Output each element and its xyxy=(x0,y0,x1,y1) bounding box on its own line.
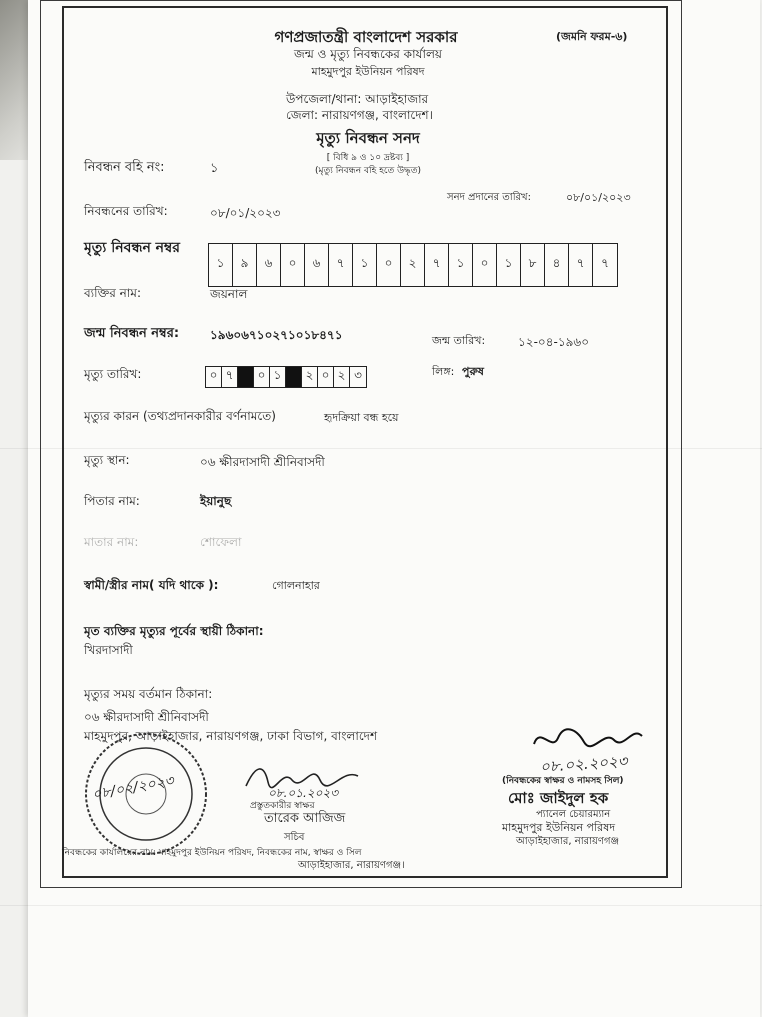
birth-reg-value: ১৯৬০৬৭১০২৭১০১৮৪৭১ xyxy=(210,328,343,342)
preparer-title: সচিব xyxy=(284,832,305,843)
death-place-label: মৃত্যু স্থান: xyxy=(84,453,130,467)
registrar-label: (নিবন্ধকের স্বাক্ষর ও নামসহ সিল) xyxy=(502,776,624,786)
death-reg-label: মৃত্যু নিবন্ধন নম্বর xyxy=(84,240,180,256)
death-reg-digit: ১ xyxy=(497,244,521,286)
death-date-digit: ০ xyxy=(254,367,270,387)
death-date-label: মৃত্যু তারিখ: xyxy=(84,367,142,381)
death-reg-digit: ৭ xyxy=(329,244,353,286)
registrar-title: প্যানেল চেয়ারম্যান xyxy=(536,809,611,820)
registrar-union: মাহমুদপুর ইউনিয়ন পরিষদ xyxy=(502,821,616,834)
death-date-box xyxy=(205,366,367,388)
death-date-digit: ০ xyxy=(206,367,222,387)
book-no-label: নিবন্ধন বহি নং: xyxy=(84,160,165,175)
rule-reference: [ বিধি ৯ ও ১০ দ্রষ্টব্য ] xyxy=(326,153,410,163)
certificate-title: মৃত্যু নিবন্ধন সনদ xyxy=(316,129,420,147)
mother-label: মাতার নাম: xyxy=(84,535,139,549)
preparer-label: প্রস্তুতকারীর স্বাক্ষর xyxy=(250,801,315,811)
death-reg-digit: ১ xyxy=(449,244,473,286)
death-reg-digit: ২ xyxy=(401,244,425,286)
fold-line xyxy=(0,905,762,906)
death-date-digit xyxy=(238,367,254,387)
death-reg-digit: ৭ xyxy=(601,256,609,270)
death-date-digit: ৭ xyxy=(222,367,238,387)
reg-date-value: ০৮/০১/২০২৩ xyxy=(210,206,281,220)
sex-value: পুরুষ xyxy=(462,365,484,378)
death-reg-digit: ০ xyxy=(473,244,497,286)
footer-note: নিবন্ধকের কার্যালয়ের নাম: মাহমুদপুর ইউনিয়ন পরিষদ, নিবন্ধকের নাম, স্বাক্ষর ও সিল xyxy=(62,848,362,858)
registrar-signature-icon xyxy=(528,722,648,758)
death-date-digit: ২ xyxy=(334,367,350,387)
permanent-address-value: খিরদাসাদী xyxy=(84,643,133,657)
mother-value: শোফেলা xyxy=(200,535,242,549)
birth-date-value: ১২-০৪-১৯৬০ xyxy=(518,335,590,349)
registrar-name: মোঃ জাইদুল হক xyxy=(508,789,609,807)
government-title: গণপ্রজাতন্ত্রী বাংলাদেশ সরকার xyxy=(274,28,458,46)
preparer-name: তারেক আজিজ xyxy=(264,811,346,826)
death-date-digit: ১ xyxy=(270,367,286,387)
death-reg-digit: ৭ xyxy=(569,244,593,286)
upazila: উপজেলা/থানা: আড়াইহাজার xyxy=(286,92,429,106)
death-reg-digit: ৬ xyxy=(257,244,281,286)
birth-reg-label: জন্ম নিবন্ধন নম্বর: xyxy=(84,326,180,341)
death-reg-digit: ৭ xyxy=(425,244,449,286)
death-reg-number-box xyxy=(208,243,618,287)
birth-date-label: জন্ম তারিখ: xyxy=(432,334,486,347)
death-reg-digit: ০ xyxy=(377,244,401,286)
death-reg-digit: ১ xyxy=(209,244,233,286)
seal-date: ০৮/০২/২০২৩ xyxy=(91,772,176,804)
father-label: পিতার নাম: xyxy=(84,494,140,508)
sex-label: লিঙ্গ: xyxy=(432,365,455,378)
death-date-digit: ৩ xyxy=(354,368,362,382)
cause-label: মৃত্যুর কারন (তথ্যপ্রদানকারীর বর্ণনামতে) xyxy=(84,409,276,423)
father-value: ইয়ানুছ xyxy=(200,494,232,508)
name-value: জয়নাল xyxy=(210,287,248,301)
death-reg-digit: ০ xyxy=(281,244,305,286)
death-reg-digit: ৮ xyxy=(521,244,545,286)
spouse-label: স্বামী/স্ত্রীর নাম( যদি থাকে ): xyxy=(84,578,219,592)
name-label: ব্যক্তির নাম: xyxy=(84,286,142,300)
registrar-date: ০৮.০২.২০২৩ xyxy=(539,751,629,777)
issue-date-label: সনদ প্রদানের তারিখ: xyxy=(447,192,531,203)
book-reference: (মৃত্যু নিবন্ধন বহি হতে উদ্ধৃত) xyxy=(314,166,422,176)
registrar-place: আড়াইহাজার, নারায়ণগঞ্জ xyxy=(516,836,620,847)
death-reg-digit: ১ xyxy=(353,244,377,286)
death-reg-digit: ৬ xyxy=(305,244,329,286)
current-address-label: মৃত্যুর সময় বর্তমান ঠিকানা: xyxy=(84,687,213,701)
death-reg-digit: ৪ xyxy=(545,244,569,286)
form-number: (জমনি ফরম-৬) xyxy=(556,30,628,43)
spouse-value: গোলনাহার xyxy=(272,579,320,592)
office-name: জন্ম ও মৃত্যু নিবন্ধকের কার্যালয় xyxy=(294,47,442,61)
death-date-digit: ০ xyxy=(318,367,334,387)
death-date-digit xyxy=(286,367,302,387)
current-address-line1: ০৬ ক্ষীরদাসাদী শ্রীনিবাসদী xyxy=(84,710,209,724)
preparer-date: ০৮.০১.২০২৩ xyxy=(268,786,339,800)
cause-value: হৃদক্রিয়া বন্ধ হয়ে xyxy=(324,411,399,424)
union-name: মাহমুদপুর ইউনিয়ন পরিষদ xyxy=(311,65,425,78)
book-no-value: ১ xyxy=(210,161,219,176)
reg-date-label: নিবন্ধনের তারিখ: xyxy=(84,204,168,218)
permanent-address-label: মৃত ব্যক্তির মৃত্যুর পূর্বের স্থায়ী ঠিকানা: xyxy=(84,624,264,638)
death-place-value: ০৬ ক্ষীরদাসাদী শ্রীনিবাসদী xyxy=(200,455,325,469)
current-address-line2: মাহমুদপুর, আড়াইহাজার, নারায়ণগঞ্জ, ঢাকা বিভাগ, বাংলাদেশ xyxy=(84,729,378,743)
footer-place: আড়াইহাজার, নারায়ণগঞ্জ। xyxy=(298,860,405,871)
death-reg-digit: ৯ xyxy=(233,244,257,286)
death-date-digit: ২ xyxy=(302,367,318,387)
issue-date-value: ০৮/০১/২০২৩ xyxy=(566,191,631,204)
district: জেলা: নারায়ণগঞ্জ, বাংলাদেশ। xyxy=(286,108,433,122)
